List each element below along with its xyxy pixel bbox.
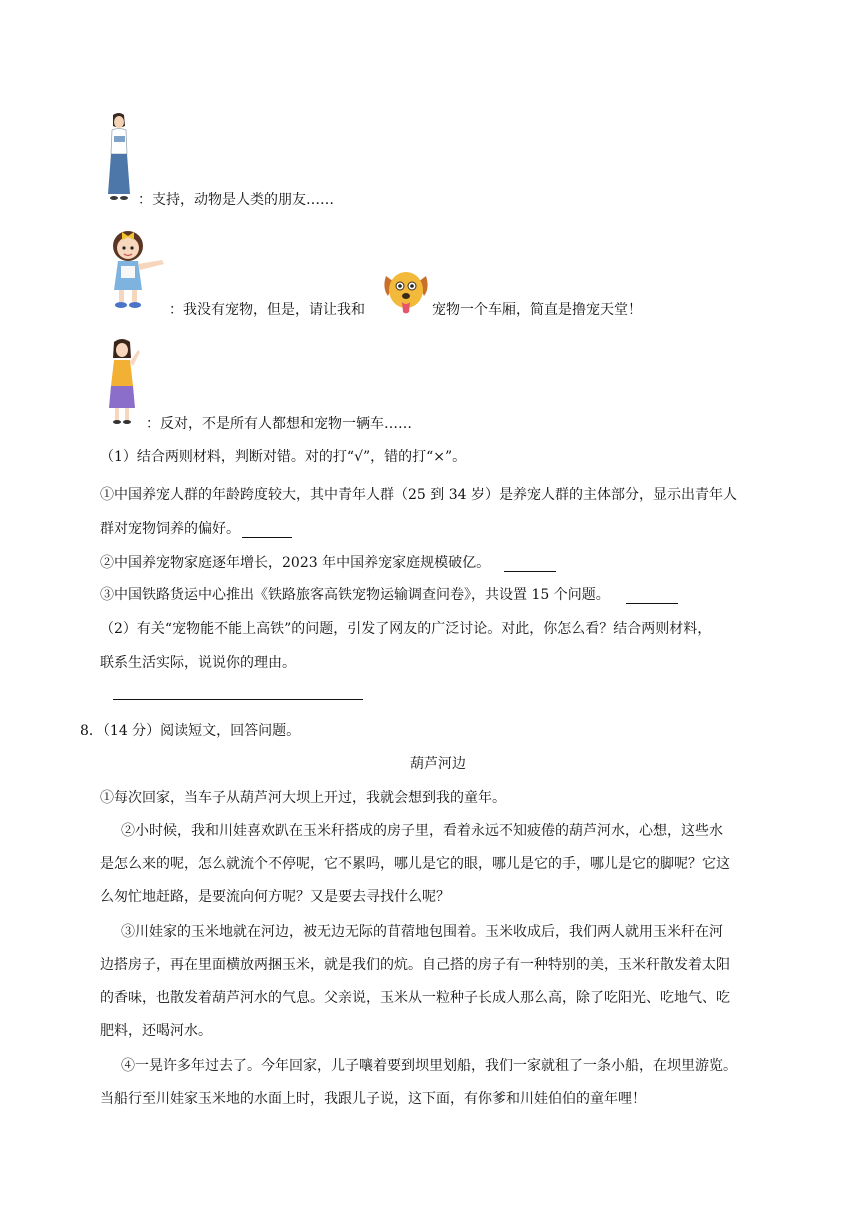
article-paragraph-2-line-1: ②小时候，我和川娃喜欢趴在玉米秆搭成的房子里，看着永远不知疲倦的葫芦河水，心想，这些水 — [121, 823, 723, 839]
girl-with-bow-dialogue-part2 — [432, 299, 642, 319]
question-1-item-1-line-2-text: 群对宠物饲养的偏好。 — [100, 521, 240, 537]
teacher-dialogue — [138, 189, 334, 209]
question-1-item-1-line-2 — [100, 518, 292, 538]
girl-with-bow-figure — [104, 228, 168, 312]
article-paragraph-1: ①每次回家，当车子从葫芦河大坝上开过，我就会想到我的童年。 — [100, 790, 506, 806]
answer-blank-1[interactable] — [242, 521, 292, 538]
article-paragraph-3-line-3: 的香味，也散发着葫芦河水的气息。父亲说，玉米从一粒种子长成人那么高，除了吃阳光、吃地气、吃 — [100, 990, 730, 1006]
article-paragraph-2-line-2: 是怎么来的呢，怎么就流个不停呢，它不累吗，哪儿是它的眼，哪儿是它的手，哪儿是它的脚呢？它这 — [100, 856, 730, 872]
article-paragraph-4-line-2: 当船行至川娃家玉米地的水面上时，我跟儿子说，这下面，有你爹和川娃伯伯的童年哩！ — [100, 1091, 646, 1107]
answer-line-question-2[interactable] — [113, 699, 363, 700]
article-paragraph-3-line-1: ③川娃家的玉米地就在河边，被无边无际的苜蓿地包围着。玉米收成后，我们两人就用玉米秆在河 — [121, 924, 723, 940]
question-1-item-3-text: ③中国铁路货运中心推出《铁路旅客高铁宠物运输调查问卷》，共设置 15 个问题。 — [100, 587, 610, 603]
answer-blank-2[interactable] — [504, 555, 556, 572]
question-1-intro: （1）结合两则材料，判断对错。对的打“√”，错的打“×”。 — [100, 449, 467, 465]
girl-with-bow-dialogue-text-before: ：我没有宠物，但是，请让我和 — [169, 302, 365, 318]
teacher-dialogue-text: ：支持，动物是人类的朋友…… — [138, 192, 334, 208]
article-title: 葫芦河边 — [410, 756, 466, 772]
question-1-item-2 — [100, 552, 556, 572]
question-1-item-2-text: ②中国养宠物家庭逐年增长，2023 年中国养宠家庭规模破亿。 — [100, 555, 491, 571]
article-paragraph-3-line-4: 肥料，还喝河水。 — [100, 1023, 212, 1039]
question-2-line-1: （2）有关“宠物能不能上高铁”的问题，引发了网友的广泛讨论。对此，你怎么看？结合两则材料， — [100, 621, 712, 637]
girl-with-bow-dialogue-part1 — [169, 299, 365, 319]
girl-yellow-shirt-dialogue — [146, 413, 412, 433]
dog-face-icon — [380, 266, 432, 318]
question-8-header: 8．（14 分）阅读短文，回答问题。 — [80, 723, 301, 739]
article-paragraph-3-line-2: 边搭房子，再在里面横放两捆玉米，就是我们的炕。自己搭的房子有一种特别的美，玉米秆散发着太阳 — [100, 957, 730, 973]
question-2-line-2: 联系生活实际，说说你的理由。 — [100, 655, 296, 671]
girl-yellow-shirt-dialogue-text: ：反对，不是所有人都想和宠物一辆车…… — [146, 416, 412, 432]
girl-with-bow-dialogue-text-after: 宠物一个车厢，简直是撸宠天堂！ — [432, 302, 642, 318]
article-paragraph-2-line-3: 么匆忙地赶路，是要流向何方呢？又是要去寻找什么呢？ — [100, 889, 450, 905]
teacher-figure — [102, 112, 136, 202]
answer-blank-3[interactable] — [626, 587, 678, 604]
article-paragraph-4-line-1: ④一晃许多年过去了。今年回家，儿子嚷着要到坝里划船，我们一家就租了一条小船，在坝里游览。 — [121, 1058, 737, 1074]
question-1-item-3 — [100, 584, 678, 604]
girl-yellow-shirt-figure — [104, 338, 144, 426]
question-1-item-1-line-1: ①中国养宠人群的年龄跨度较大，其中青年人群（25 到 34 岁）是养宠人群的主体部分，显示出青年人 — [100, 487, 737, 503]
